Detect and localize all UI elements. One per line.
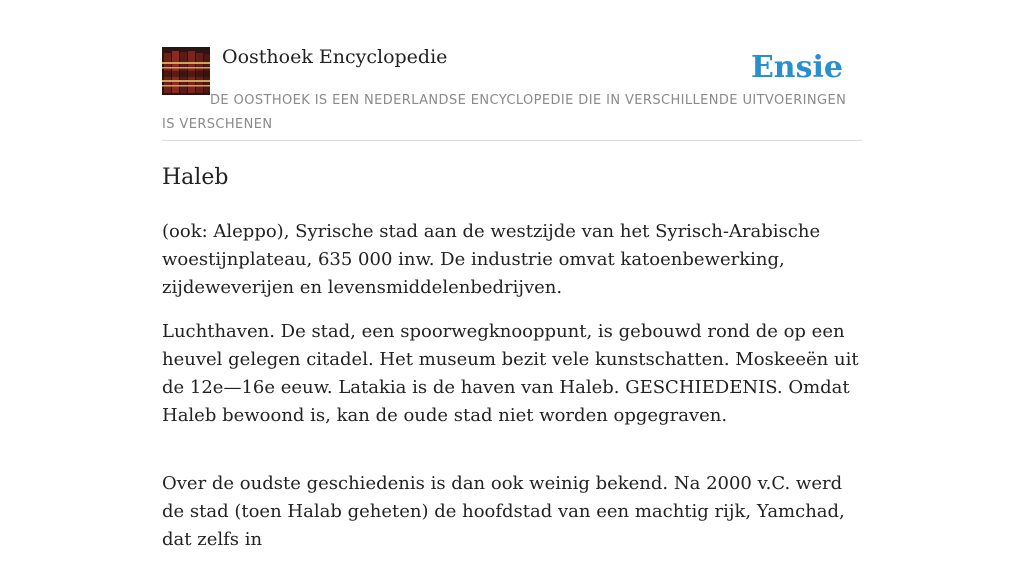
ensie-logo-link[interactable]: Ensie <box>750 50 843 85</box>
article-paragraph-2: Luchthaven. De stad, een spoorwegknooppunt, is gebouwd rond de op een heuvel gelegen citadel. Het museum bezit vele kunstschatten. Moskeeën uit de 12e—16e eeuw. Latakia is de haven van Haleb. GESCHIEDENIS. Omdat Haleb bewoond is, kan de oude stad niet worden opgegraven. <box>162 321 859 426</box>
article-title: Haleb <box>162 165 229 190</box>
site-name[interactable]: Oosthoek Encyclopedie <box>222 46 448 68</box>
article-paragraph-3: Over de oudste geschiedenis is dan ook weinig bekend. Na 2000 v.C. werd de stad (toen Halab geheten) de hoofdstad van een machtig rijk, Yamchad, dat zelfs in <box>162 473 845 550</box>
article-paragraph-1: (ook: Aleppo), Syrische stad aan de westzijde van het Syrisch-Arabische woestijnplateau, 635 000 inw. De industrie omvat katoenbewerking, zijdeweverijen en levensmiddelenbedrijven. <box>162 221 821 298</box>
article-content <box>162 160 862 570</box>
site-tagline: DE OOSTHOEK IS EEN NEDERLANDSE ENCYCLOPEDIE DIE IN VERSCHILLENDE UITVOERINGEN IS VERSCHENEN <box>162 93 847 132</box>
encyclopedia-books-avatar-icon[interactable] <box>162 47 210 95</box>
site-header <box>162 44 862 141</box>
